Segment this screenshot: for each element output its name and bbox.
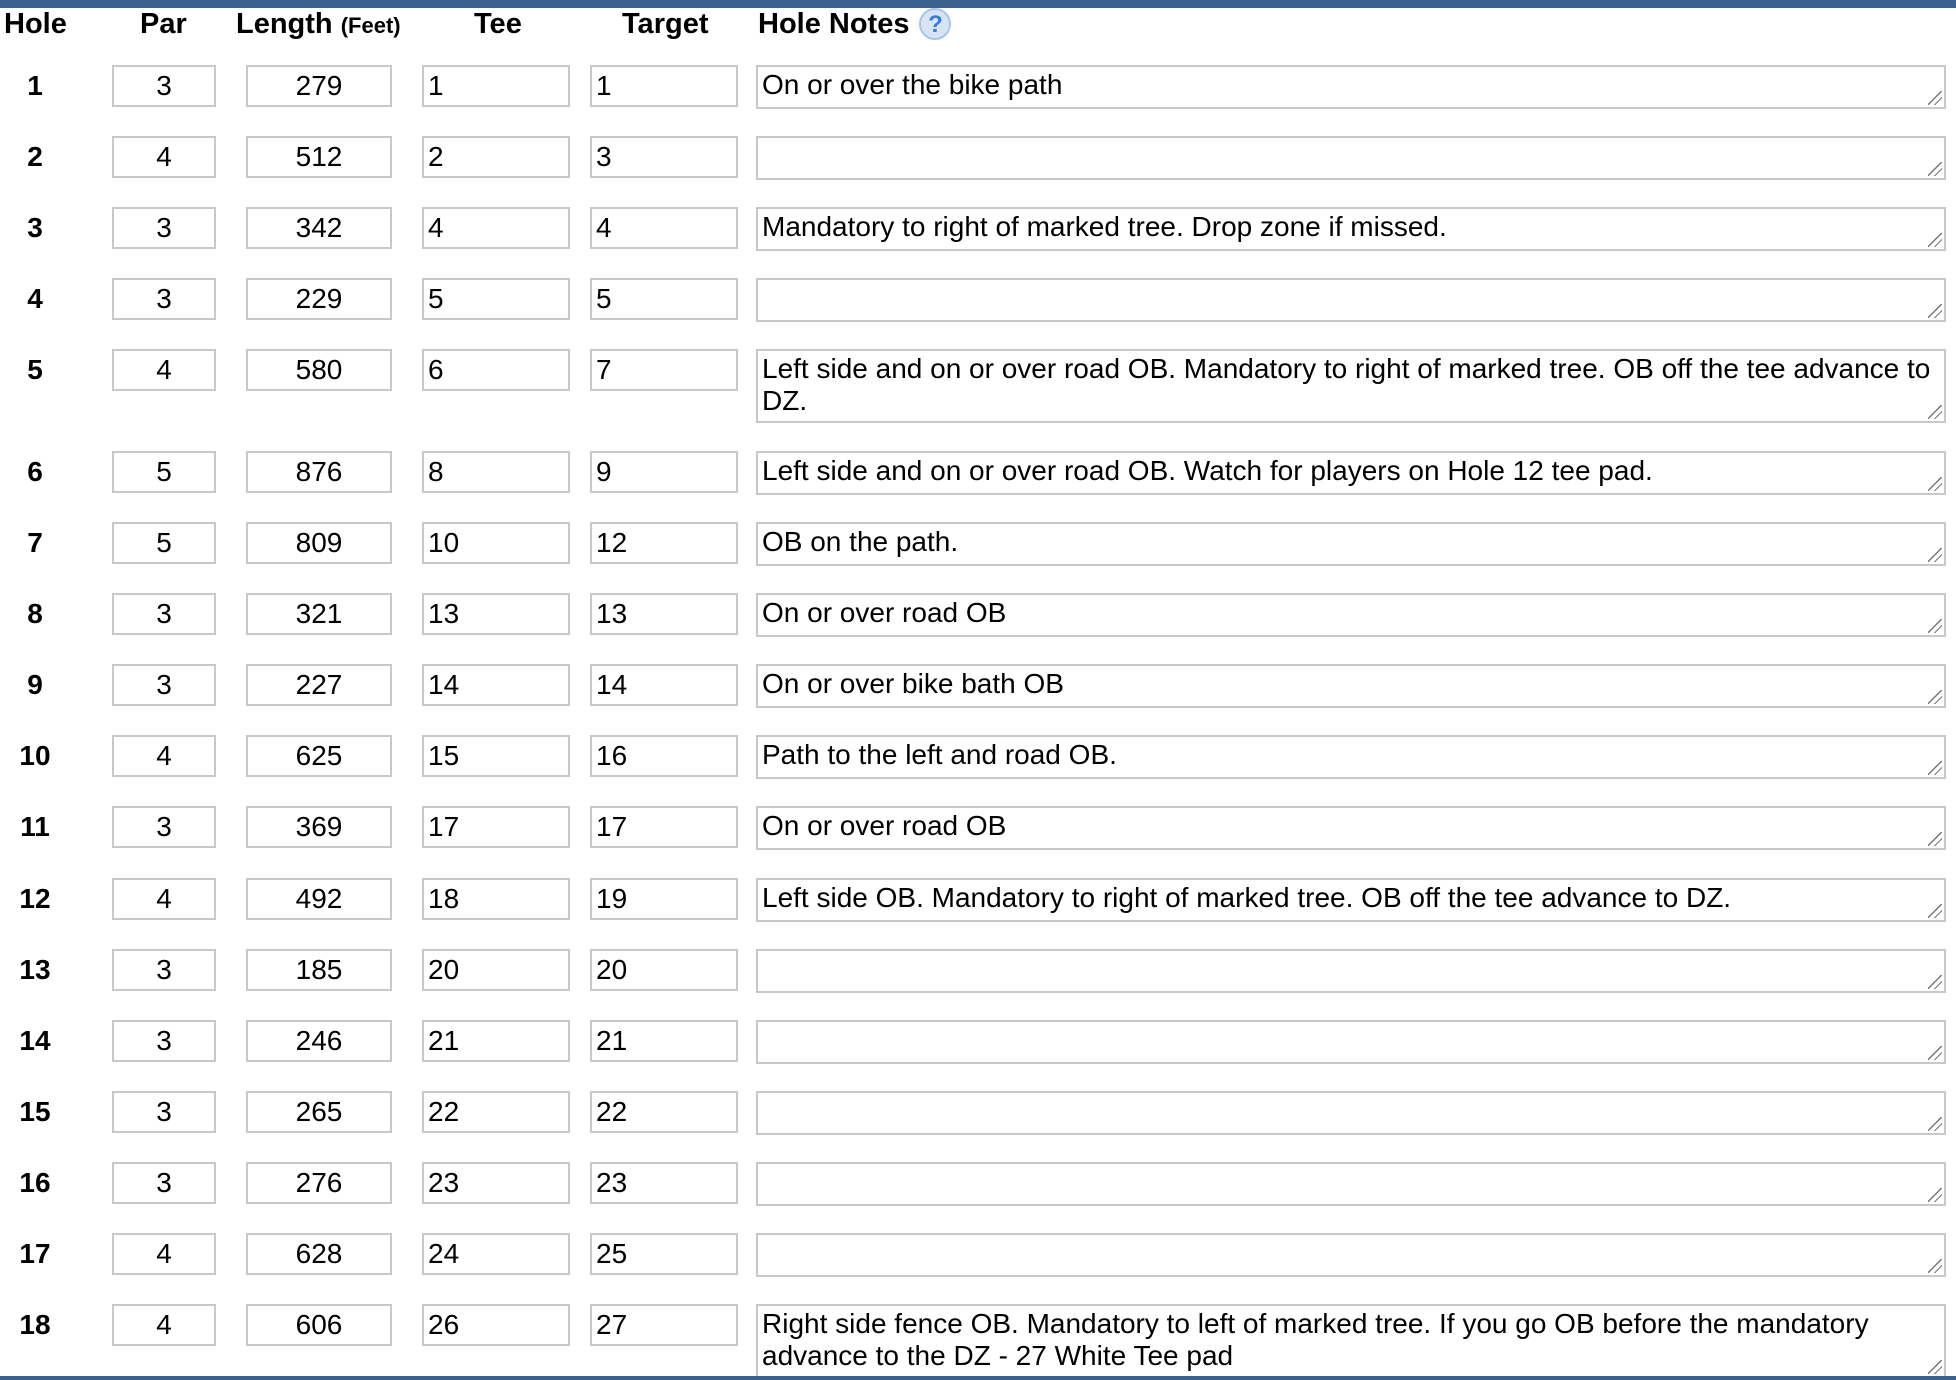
hole-notes-textarea[interactable]: OB on the path. <box>756 522 1946 566</box>
length-input[interactable]: 512 <box>246 136 392 178</box>
hole-notes-textarea[interactable]: On or over road OB <box>756 806 1946 850</box>
bottom-accent-bar <box>0 1376 1956 1380</box>
length-input[interactable]: 625 <box>246 735 392 777</box>
target-input[interactable]: 5 <box>590 278 738 320</box>
hole-notes-textarea[interactable]: On or over the bike path <box>756 65 1946 109</box>
length-input[interactable]: 342 <box>246 207 392 249</box>
hole-notes-textarea[interactable] <box>756 1091 1946 1135</box>
par-input[interactable]: 5 <box>112 451 216 493</box>
par-input[interactable]: 3 <box>112 1091 216 1133</box>
length-input[interactable]: 876 <box>246 451 392 493</box>
tee-input[interactable]: 5 <box>422 278 570 320</box>
hole-notes-textarea[interactable] <box>756 278 1946 322</box>
target-input[interactable]: 23 <box>590 1162 738 1204</box>
header-length <box>236 6 401 42</box>
tee-input[interactable]: 8 <box>422 451 570 493</box>
par-input[interactable]: 4 <box>112 878 216 920</box>
target-input[interactable]: 9 <box>590 451 738 493</box>
hole-number: 12 <box>19 883 51 914</box>
hole-notes-textarea[interactable] <box>756 136 1946 180</box>
target-input[interactable]: 22 <box>590 1091 738 1133</box>
resize-grip-icon[interactable] <box>1928 690 1942 704</box>
hole-notes-textarea[interactable] <box>756 1162 1946 1206</box>
tee-input[interactable]: 26 <box>422 1304 570 1346</box>
target-input[interactable]: 17 <box>590 806 738 848</box>
tee-input[interactable]: 2 <box>422 136 570 178</box>
hole-number: 8 <box>27 598 43 629</box>
hole-notes-textarea[interactable]: On or over bike bath OB <box>756 664 1946 708</box>
par-input[interactable]: 3 <box>112 664 216 706</box>
resize-grip-icon[interactable] <box>1928 162 1942 176</box>
par-input[interactable]: 4 <box>112 1233 216 1275</box>
header-tee: Tee <box>474 8 522 40</box>
tee-input[interactable]: 14 <box>422 664 570 706</box>
target-input[interactable]: 4 <box>590 207 738 249</box>
header-notes-label: Hole Notes <box>758 8 910 40</box>
tee-input[interactable]: 17 <box>422 806 570 848</box>
hole-number: 14 <box>19 1025 51 1056</box>
hole-number: 13 <box>19 954 51 985</box>
hole-notes-textarea[interactable] <box>756 1233 1946 1277</box>
hole-notes-textarea[interactable]: Right side fence OB. Mandatory to left of marked tree. If you go OB before the mandatory advance to the DZ - 27 White Tee pad <box>756 1304 1946 1378</box>
par-input[interactable]: 4 <box>112 1304 216 1346</box>
tee-input[interactable]: 6 <box>422 349 570 391</box>
header-hole-notes <box>758 6 951 42</box>
resize-grip-icon[interactable] <box>1928 761 1942 775</box>
hole-number: 5 <box>27 354 43 385</box>
target-input[interactable]: 25 <box>590 1233 738 1275</box>
hole-number: 1 <box>27 70 43 101</box>
tee-input[interactable]: 20 <box>422 949 570 991</box>
length-input[interactable]: 185 <box>246 949 392 991</box>
par-input[interactable]: 3 <box>112 1020 216 1062</box>
tee-input[interactable]: 22 <box>422 1091 570 1133</box>
tee-input[interactable]: 13 <box>422 593 570 635</box>
resize-grip-icon[interactable] <box>1928 904 1942 918</box>
tee-input[interactable]: 1 <box>422 65 570 107</box>
par-input[interactable]: 4 <box>112 136 216 178</box>
resize-grip-icon[interactable] <box>1928 477 1942 491</box>
resize-grip-icon[interactable] <box>1928 975 1942 989</box>
target-input[interactable]: 21 <box>590 1020 738 1062</box>
length-input[interactable]: 492 <box>246 878 392 920</box>
par-input[interactable]: 3 <box>112 278 216 320</box>
length-input[interactable]: 606 <box>246 1304 392 1346</box>
target-input[interactable]: 19 <box>590 878 738 920</box>
resize-grip-icon[interactable] <box>1928 1046 1942 1060</box>
hole-number: 2 <box>27 141 43 172</box>
hole-number: 4 <box>27 283 43 314</box>
resize-grip-icon[interactable] <box>1928 619 1942 633</box>
length-input[interactable]: 276 <box>246 1162 392 1204</box>
resize-grip-icon[interactable] <box>1928 832 1942 846</box>
tee-input[interactable]: 23 <box>422 1162 570 1204</box>
hole-notes-textarea[interactable]: On or over road OB <box>756 593 1946 637</box>
par-input[interactable]: 3 <box>112 806 216 848</box>
par-input[interactable]: 5 <box>112 522 216 564</box>
header-length-label: Length <box>236 8 333 40</box>
hole-number: 10 <box>19 740 51 771</box>
length-input[interactable]: 229 <box>246 278 392 320</box>
par-input[interactable]: 3 <box>112 949 216 991</box>
header-par: Par <box>140 8 187 40</box>
par-input[interactable]: 3 <box>112 207 216 249</box>
resize-grip-icon[interactable] <box>1928 1117 1942 1131</box>
par-input[interactable]: 4 <box>112 349 216 391</box>
length-input[interactable]: 580 <box>246 349 392 391</box>
hole-number: 6 <box>27 456 43 487</box>
tee-input[interactable]: 15 <box>422 735 570 777</box>
resize-grip-icon[interactable] <box>1928 405 1942 419</box>
target-input[interactable]: 20 <box>590 949 738 991</box>
resize-grip-icon[interactable] <box>1928 548 1942 562</box>
tee-input[interactable]: 4 <box>422 207 570 249</box>
hole-number: 7 <box>27 527 43 558</box>
resize-grip-icon[interactable] <box>1928 1188 1942 1202</box>
hole-notes-textarea[interactable]: Path to the left and road OB. <box>756 735 1946 779</box>
target-input[interactable]: 16 <box>590 735 738 777</box>
tee-input[interactable]: 18 <box>422 878 570 920</box>
hole-number: 9 <box>27 669 43 700</box>
header-hole: Hole <box>4 8 67 40</box>
resize-grip-icon[interactable] <box>1928 91 1942 105</box>
hole-number: 16 <box>19 1167 51 1198</box>
target-input[interactable]: 1 <box>590 65 738 107</box>
length-input[interactable]: 246 <box>246 1020 392 1062</box>
par-input[interactable]: 3 <box>112 65 216 107</box>
length-input[interactable]: 369 <box>246 806 392 848</box>
hole-notes-textarea[interactable]: Left side OB. Mandatory to right of marked tree. OB off the tee advance to DZ. <box>756 878 1946 922</box>
hole-notes-textarea[interactable]: Left side and on or over road OB. Watch for players on Hole 12 tee pad. <box>756 451 1946 495</box>
tee-input[interactable]: 24 <box>422 1233 570 1275</box>
length-input[interactable]: 227 <box>246 664 392 706</box>
length-input[interactable]: 628 <box>246 1233 392 1275</box>
resize-grip-icon[interactable] <box>1928 1259 1942 1273</box>
par-input[interactable]: 3 <box>112 1162 216 1204</box>
length-input[interactable]: 279 <box>246 65 392 107</box>
tee-input[interactable]: 21 <box>422 1020 570 1062</box>
target-input[interactable]: 3 <box>590 136 738 178</box>
help-icon[interactable]: ? <box>919 8 951 40</box>
hole-number: 15 <box>19 1096 51 1127</box>
resize-grip-icon[interactable] <box>1928 233 1942 247</box>
hole-notes-textarea[interactable] <box>756 949 1946 993</box>
hole-number: 17 <box>19 1238 51 1269</box>
target-input[interactable]: 12 <box>590 522 738 564</box>
target-input[interactable]: 13 <box>590 593 738 635</box>
header-length-unit: (Feet) <box>340 13 401 38</box>
length-input[interactable]: 809 <box>246 522 392 564</box>
par-input[interactable]: 4 <box>112 735 216 777</box>
header-target: Target <box>622 8 709 40</box>
hole-number: 3 <box>27 212 43 243</box>
hole-notes-textarea[interactable]: Mandatory to right of marked tree. Drop zone if missed. <box>756 207 1946 251</box>
target-input[interactable]: 7 <box>590 349 738 391</box>
resize-grip-icon[interactable] <box>1928 304 1942 318</box>
par-input[interactable]: 3 <box>112 593 216 635</box>
target-input[interactable]: 14 <box>590 664 738 706</box>
length-input[interactable]: 265 <box>246 1091 392 1133</box>
resize-grip-icon[interactable] <box>1928 1360 1942 1374</box>
hole-number: 11 <box>20 811 50 842</box>
hole-number: 18 <box>19 1309 51 1340</box>
tee-input[interactable]: 10 <box>422 522 570 564</box>
hole-notes-textarea[interactable] <box>756 1020 1946 1064</box>
hole-notes-textarea[interactable]: Left side and on or over road OB. Mandatory to right of marked tree. OB off the tee advance to DZ. <box>756 349 1946 423</box>
target-input[interactable]: 27 <box>590 1304 738 1346</box>
length-input[interactable]: 321 <box>246 593 392 635</box>
